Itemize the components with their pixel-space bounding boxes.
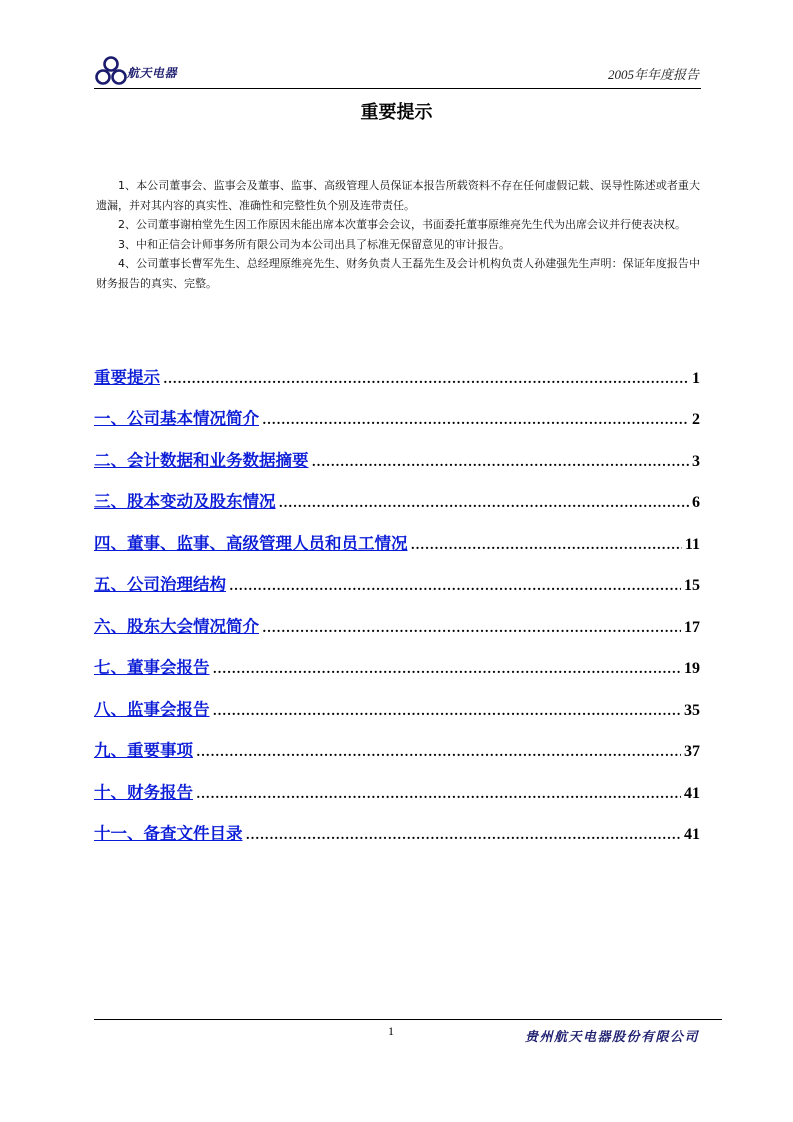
toc-link[interactable]: 一、公司基本情况简介: [94, 409, 259, 428]
toc-entry[interactable]: [94, 346, 700, 388]
toc-entry[interactable]: [94, 720, 700, 762]
toc-page-number: 15: [684, 577, 700, 594]
toc-link[interactable]: 六、股东大会情况简介: [94, 616, 259, 636]
toc-entry[interactable]: [94, 678, 700, 720]
toc-leader: [229, 579, 681, 595]
toc-entry[interactable]: [94, 595, 700, 637]
page-number: 1: [388, 1024, 394, 1038]
toc-entry[interactable]: [94, 554, 700, 596]
toc-link[interactable]: 二、会计数据和业务数据摘要: [94, 450, 309, 470]
note-item: 3、中和正信会计师事务所有限公司为本公司出具了标准无保留意见的审计报告。: [118, 237, 510, 251]
toc-link[interactable]: 九、重要事项: [94, 741, 193, 760]
toc-entry[interactable]: [94, 803, 700, 845]
toc-page-number: 2: [692, 411, 700, 428]
report-year: 2005年年度报告: [607, 67, 699, 82]
toc-page-number: 11: [684, 535, 700, 553]
toc-entry[interactable]: [94, 388, 700, 430]
toc-leader: [196, 745, 681, 761]
toc-link[interactable]: 三、股本变动及股东情况: [94, 492, 276, 511]
company-name: 贵州航天电器股份有限公司: [524, 1030, 699, 1045]
toc-link[interactable]: 八、监事会报告: [94, 699, 210, 719]
toc-page-number: 3: [692, 452, 700, 470]
toc-leader: [312, 455, 690, 471]
toc-leader: [213, 704, 682, 720]
toc-link[interactable]: 重要提示: [94, 367, 160, 387]
toc-entry[interactable]: [94, 637, 700, 679]
page-header: [94, 56, 701, 89]
toc-link[interactable]: 四、董事、监事、高级管理人员和员工情况: [94, 533, 408, 553]
toc-page-number: 35: [684, 701, 700, 719]
page-title: 重要提示: [360, 102, 433, 123]
toc-page-number: 41: [684, 826, 700, 843]
toc-link[interactable]: 五、公司治理结构: [94, 575, 226, 594]
toc-leader: [246, 828, 682, 844]
table-of-contents: [94, 346, 700, 844]
toc-entry[interactable]: [94, 761, 700, 803]
toc-leader: [262, 621, 681, 637]
toc-page-number: 37: [684, 743, 700, 760]
note-item: 2、公司董事谢柏堂先生因工作原因未能出席本次董事会会议，书面委托董事原维亮先生代为出席会议并行使表决权。: [118, 218, 686, 231]
toc-page-number: 6: [692, 494, 700, 511]
footer-divider: [94, 1019, 722, 1020]
toc-link[interactable]: 十、财务报告: [94, 782, 193, 802]
toc-leader: [163, 372, 689, 388]
toc-leader: [196, 787, 681, 803]
toc-page-number: 19: [684, 660, 700, 677]
logo-text: 航天电器: [127, 66, 178, 80]
toc-page-number: 17: [684, 618, 700, 636]
toc-link[interactable]: 十一、备查文件目录: [94, 824, 243, 843]
toc-leader: [279, 496, 690, 512]
toc-leader: [262, 413, 689, 429]
toc-page-number: 41: [684, 784, 700, 802]
toc-link[interactable]: 七、董事会报告: [94, 658, 210, 677]
toc-entry[interactable]: [94, 471, 700, 513]
toc-entry[interactable]: [94, 512, 700, 554]
company-logo-icon: [94, 56, 128, 86]
note-item: 4、公司董事长曹军先生、总经理原维亮先生、财务负责人王磊先生及会计机构负责人孙建强先生声明：保证年度报告中财务报告的真实、完整。: [96, 257, 700, 290]
toc-leader: [411, 538, 682, 554]
toc-leader: [213, 662, 682, 678]
toc-entry[interactable]: [94, 429, 700, 471]
toc-page-number: 1: [692, 369, 700, 387]
note-item: 1、本公司董事会、监事会及董事、监事、高级管理人员保证本报告所载资料不存在任何虚假记载、误导性陈述或者重大遗漏，并对其内容的真实性、准确性和完整性负个别及连带责任。: [96, 179, 700, 212]
important-notes: [96, 176, 700, 293]
